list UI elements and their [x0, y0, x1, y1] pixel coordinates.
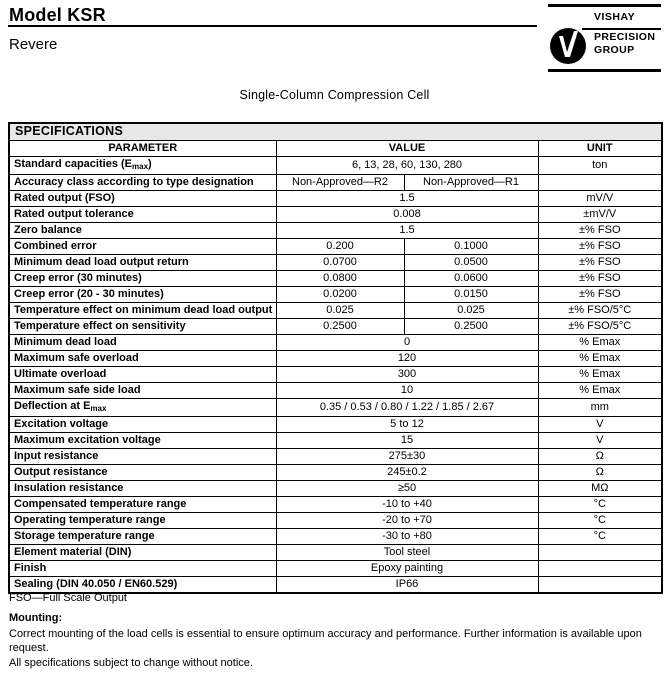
spec-row [9, 544, 662, 560]
column-header-unit: UNIT [538, 140, 662, 156]
brand-name: Revere [9, 36, 58, 53]
spec-row [9, 238, 662, 254]
spec-row [9, 334, 662, 350]
unit-cell: ±% FSO/5°C [538, 318, 662, 334]
unit-cell: ±% FSO [538, 222, 662, 238]
logo-top-bar [548, 4, 661, 7]
value-cell: 0.0700 [276, 254, 404, 270]
spec-row [9, 350, 662, 366]
parameter-cell: Creep error (30 minutes) [9, 270, 276, 286]
logo-text-vishay: VISHAY [594, 11, 636, 23]
parameter-cell: Compensated temperature range [9, 496, 276, 512]
header-divider [8, 25, 537, 27]
unit-cell [538, 560, 662, 576]
value-cell: 275±30 [276, 448, 538, 464]
value-cell: 0.2500 [404, 318, 538, 334]
value-cell: 0.1000 [404, 238, 538, 254]
parameter-cell: Finish [9, 560, 276, 576]
unit-cell [538, 174, 662, 190]
page-title: Model KSR [9, 5, 106, 25]
parameter-cell: Minimum dead load [9, 334, 276, 350]
parameter-cell: Rated output (FSO) [9, 190, 276, 206]
parameter-cell: Deflection at $E_{max}$ [9, 398, 276, 416]
parameter-cell: Temperature effect on sensitivity [9, 318, 276, 334]
value-cell: 1.5 [276, 222, 538, 238]
parameter-cell: Element material (DIN) [9, 544, 276, 560]
value-cell: 0.0200 [276, 286, 404, 302]
spec-row [9, 382, 662, 398]
value-cell: 6, 13, 28, 60, 130, 280 [276, 156, 538, 174]
parameter-cell: Maximum safe overload [9, 350, 276, 366]
parameter-cell: Insulation resistance [9, 480, 276, 496]
section-title: SPECIFICATIONS [9, 123, 662, 140]
mounting-paragraph: Correct mounting of the load cells is essential to ensure optimum accuracy and performance. Further information is available upon request. [9, 628, 642, 654]
fso-footnote: FSO—Full Scale Output [9, 592, 127, 604]
value-cell: 0 [276, 334, 538, 350]
logo-swoosh-line [582, 28, 661, 30]
unit-cell: °C [538, 512, 662, 528]
parameter-cell: Excitation voltage [9, 416, 276, 432]
parameter-cell: Maximum excitation voltage [9, 432, 276, 448]
value-cell: 0.200 [276, 238, 404, 254]
spec-row [9, 174, 662, 190]
spec-row [9, 464, 662, 480]
document-title: Single-Column Compression Cell [239, 88, 430, 102]
parameter-cell: Zero balance [9, 222, 276, 238]
value-cell: 15 [276, 432, 538, 448]
parameter-cell: Standard capacities $(E_{max})$ [9, 156, 276, 174]
parameter-cell: Ultimate overload [9, 366, 276, 382]
spec-row [9, 448, 662, 464]
value-cell: -20 to +70 [276, 512, 538, 528]
disclaimer-text: All specifications subject to change without notice. [9, 657, 253, 669]
parameter-cell: Output resistance [9, 464, 276, 480]
value-cell: 120 [276, 350, 538, 366]
unit-cell: mV/V [538, 190, 662, 206]
unit-cell: ton [538, 156, 662, 174]
unit-cell: % Emax [538, 382, 662, 398]
spec-row [9, 156, 662, 174]
spec-row [9, 366, 662, 382]
parameter-cell: Rated output tolerance [9, 206, 276, 222]
unit-cell [538, 544, 662, 560]
spec-table-body [9, 156, 662, 593]
value-cell: 0.025 [404, 302, 538, 318]
vishay-precision-group-logo [548, 4, 661, 72]
value-cell: 245±0.2 [276, 464, 538, 480]
spec-row [9, 528, 662, 544]
logo-bottom-bar [548, 69, 661, 72]
value-cell: 0.0600 [404, 270, 538, 286]
unit-cell: °C [538, 528, 662, 544]
specifications-table [8, 122, 663, 594]
spec-row [9, 432, 662, 448]
section-header-row [9, 123, 662, 140]
spec-row [9, 222, 662, 238]
spec-row [9, 270, 662, 286]
mounting-heading: Mounting: [9, 612, 63, 624]
parameter-cell: Accuracy class according to type designation [9, 174, 276, 190]
parameter-cell: Input resistance [9, 448, 276, 464]
unit-cell: MΩ [538, 480, 662, 496]
unit-cell: % Emax [538, 350, 662, 366]
value-cell: 0.008 [276, 206, 538, 222]
value-cell: Tool steel [276, 544, 538, 560]
unit-cell: % Emax [538, 366, 662, 382]
parameter-cell: Operating temperature range [9, 512, 276, 528]
spec-row [9, 206, 662, 222]
spec-row [9, 190, 662, 206]
logo-text-group: GROUP [594, 44, 635, 56]
value-cell: -30 to +80 [276, 528, 538, 544]
unit-cell: V [538, 432, 662, 448]
column-header-parameter: PARAMETER [9, 140, 276, 156]
vishay-v-icon [549, 26, 589, 66]
unit-cell: Ω [538, 448, 662, 464]
value-cell: -10 to +40 [276, 496, 538, 512]
logo-text-precision: PRECISION [594, 31, 656, 43]
value-cell: 0.0800 [276, 270, 404, 286]
value-cell: 0.0150 [404, 286, 538, 302]
unit-cell: mm [538, 398, 662, 416]
unit-cell: ±% FSO/5°C [538, 302, 662, 318]
parameter-cell: Storage temperature range [9, 528, 276, 544]
unit-cell: V [538, 416, 662, 432]
spec-row [9, 286, 662, 302]
unit-cell: % Emax [538, 334, 662, 350]
parameter-cell: Creep error (20 - 30 minutes) [9, 286, 276, 302]
spec-row [9, 576, 662, 593]
spec-row [9, 398, 662, 416]
value-cell: 10 [276, 382, 538, 398]
parameter-cell: Combined error [9, 238, 276, 254]
spec-row [9, 416, 662, 432]
unit-cell: ±% FSO [538, 270, 662, 286]
value-cell: 0.35 / 0.53 / 0.80 / 1.22 / 1.85 / 2.67 [276, 398, 538, 416]
unit-cell: ±% FSO [538, 286, 662, 302]
spec-row [9, 496, 662, 512]
parameter-cell: Minimum dead load output return [9, 254, 276, 270]
parameter-cell: Temperature effect on minimum dead load output [9, 302, 276, 318]
value-cell: Epoxy painting [276, 560, 538, 576]
unit-cell: Ω [538, 464, 662, 480]
unit-cell: °C [538, 496, 662, 512]
column-header-row [9, 140, 662, 156]
spec-row [9, 560, 662, 576]
value-cell: 5 to 12 [276, 416, 538, 432]
value-cell: 300 [276, 366, 538, 382]
value-cell: 1.5 [276, 190, 538, 206]
spec-row [9, 318, 662, 334]
unit-cell [538, 576, 662, 593]
value-cell: 0.2500 [276, 318, 404, 334]
parameter-cell: Sealing (DIN 40.050 / EN60.529) [9, 576, 276, 593]
spec-row [9, 254, 662, 270]
unit-cell: ±% FSO [538, 254, 662, 270]
value-cell: Non-Approved—R1 [404, 174, 538, 190]
value-cell: 0.0500 [404, 254, 538, 270]
value-cell: 0.025 [276, 302, 404, 318]
unit-cell: ±mV/V [538, 206, 662, 222]
value-cell: IP66 [276, 576, 538, 593]
parameter-cell: Maximum safe side load [9, 382, 276, 398]
spec-row [9, 512, 662, 528]
spec-row [9, 480, 662, 496]
column-header-value: VALUE [276, 140, 538, 156]
value-cell: Non-Approved—R2 [276, 174, 404, 190]
unit-cell: ±% FSO [538, 238, 662, 254]
value-cell: ≥50 [276, 480, 538, 496]
spec-row [9, 302, 662, 318]
